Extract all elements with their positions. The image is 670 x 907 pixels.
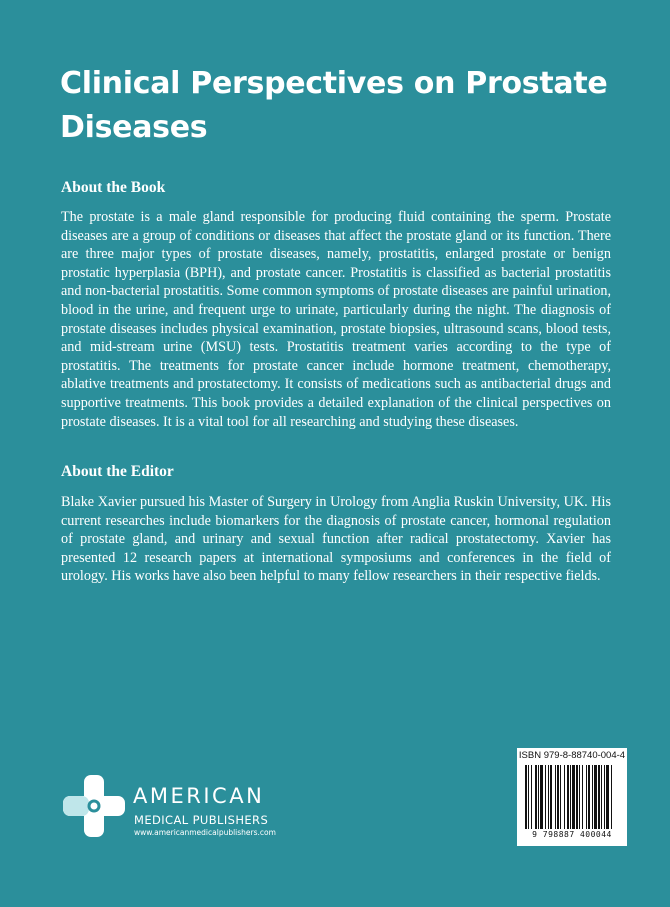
medical-cross-logo-icon bbox=[62, 774, 126, 838]
isbn-label: ISBN 979-8-88740-004-4 bbox=[518, 750, 626, 761]
publisher-url: www.americanmedicalpublishers.com bbox=[134, 828, 276, 837]
barcode-digits: 9 798887 400044 bbox=[532, 830, 612, 839]
barcode-bars bbox=[523, 765, 621, 829]
about-editor-heading: About the Editor bbox=[61, 463, 174, 480]
publisher-subname: MEDICAL PUBLISHERS bbox=[134, 813, 269, 827]
book-title: Clinical Perspectives on Prostate Diseases bbox=[60, 66, 608, 145]
isbn-barcode bbox=[517, 748, 627, 846]
about-book-heading: About the Book bbox=[61, 179, 166, 196]
about-book-text: The prostate is a male gland responsible for producing fluid containing the sperm. Prostate diseases are a group of conditions or diseases that affect the prostate gland or its function. There are three major types of prostate diseases, namely, prostatitis, enlarged prostate or benign prostatic hyperplasia (BPH), and prostate cancer. Prostatitis is classified as bacterial prostatitis and non-bacterial prostatitis. Some common symptoms of prostate diseases are painful urination, blood in the urine, and frequent urge to urinate, particularly during the night. The diagnosis of prostate diseases includes physical examination, prostate biopsies, ultrasound scans, blood tests, and mid-stream urine (MSU) tests. Prostatitis treatment varies according to the type of prostatitis. The treatments for prostate cancer include hormone treatment, chemotherapy, ablative treatments and prostatectomy. It consists of medications such as antibacterial drugs and supportive treatments. This book provides a detailed explanation of the clinical perspectives on prostate diseases. It is a vital tool for all researching and studying these diseases. bbox=[61, 209, 611, 430]
about-editor-text: Blake Xavier pursued his Master of Surgery in Urology from Anglia Ruskin University, UK. His current researches include biomarkers for the diagnosis of prostate cancer, hormonal regulation of prostate gland, and urinary and sexual function after radical prostatectomy. Xavier has presented 12 research papers at international symposiums and conferences in the field of urology. His works have also been helpful to many fellow researchers in their respective fields. bbox=[61, 494, 611, 585]
publisher-name: AMERICAN bbox=[133, 784, 265, 808]
